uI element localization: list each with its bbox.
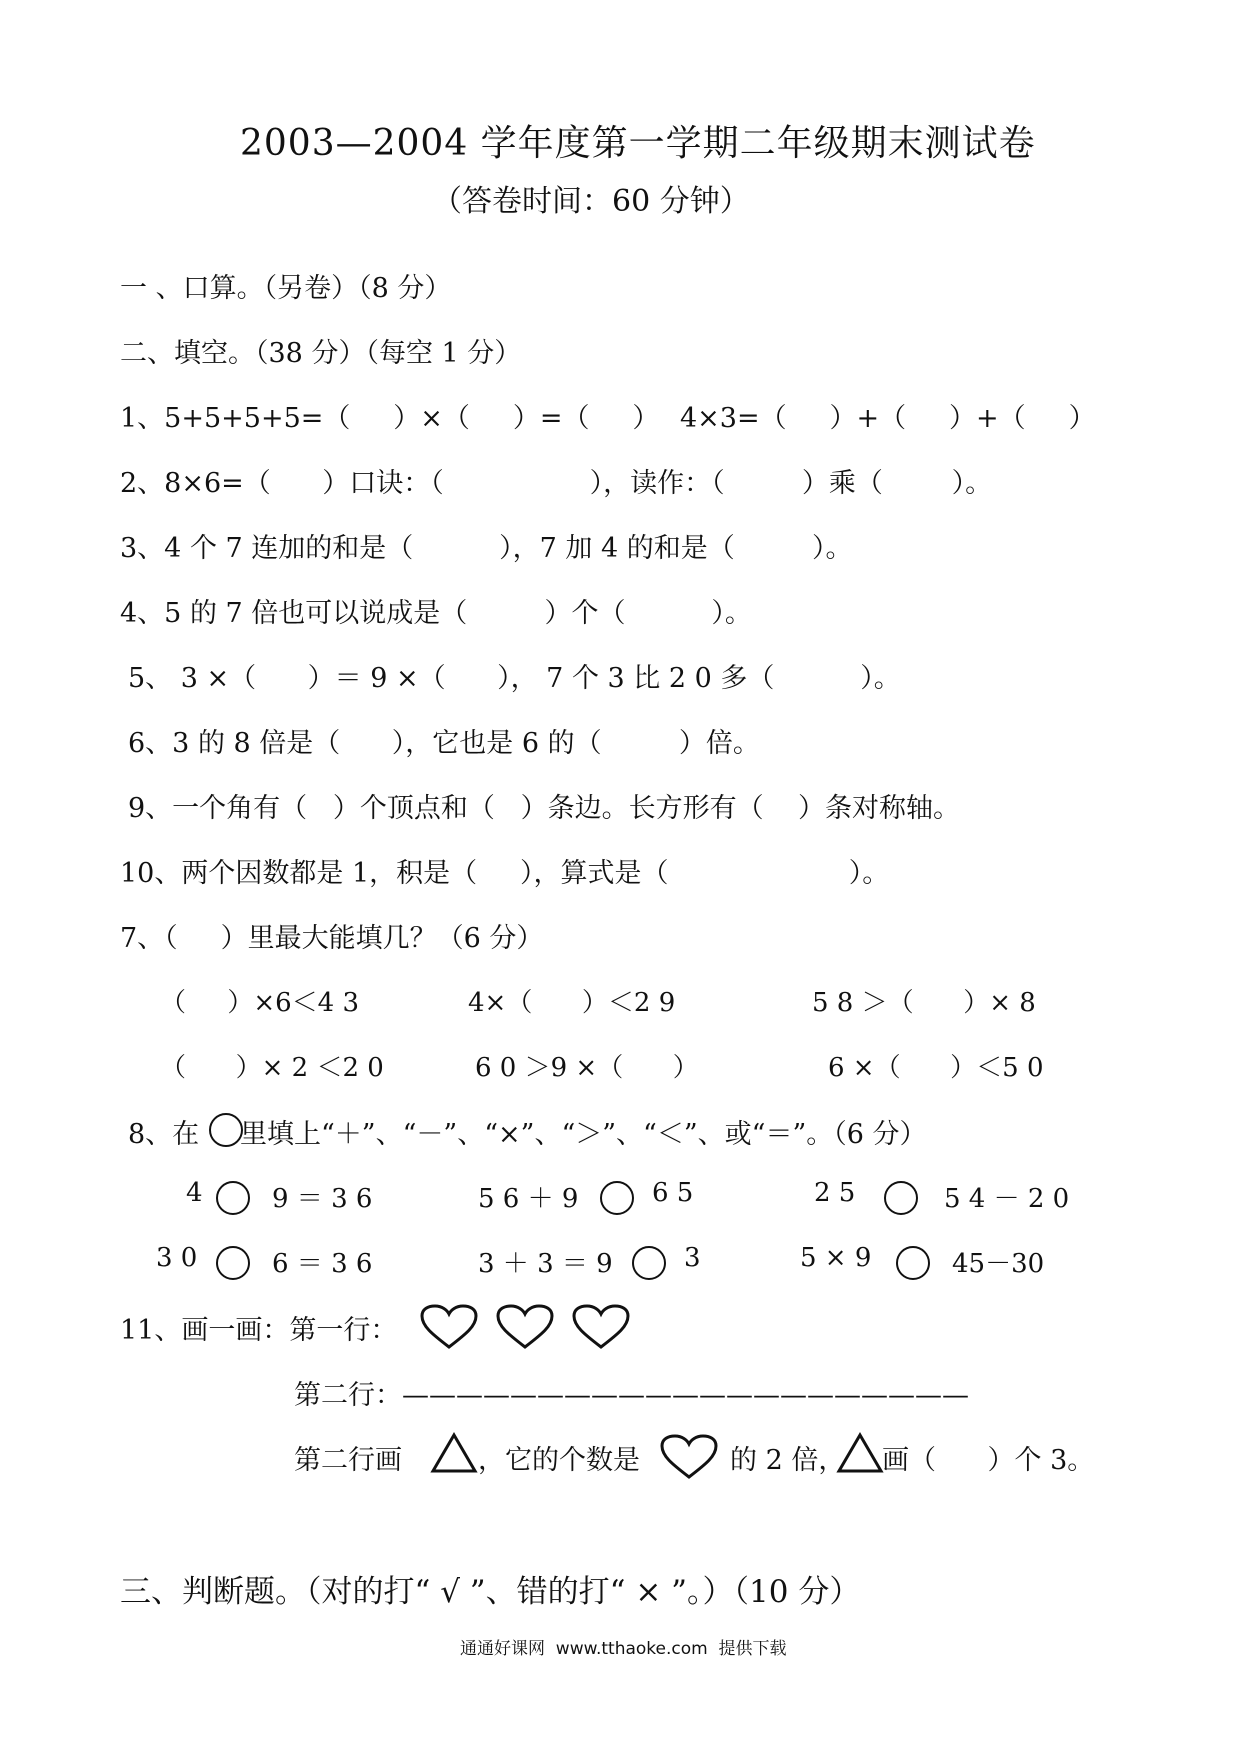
circle-icon [600, 1181, 634, 1215]
question-6: 6、3 的 8 倍是（ ），它也是 6 的（ ）倍。 [128, 728, 760, 759]
circle-icon [632, 1246, 666, 1280]
q7-row1-b: 4×（ ）＜2 9 [468, 988, 676, 1018]
compare-2-left: 5 6 ＋ 9 [478, 1184, 579, 1214]
compare-6-right: 45－30 [952, 1249, 1045, 1279]
compare-4-right: 6 ＝ 3 6 [272, 1249, 373, 1279]
triangle-icon [836, 1432, 884, 1474]
section-2-heading: 二、填空。（38 分）（每空 1 分） [120, 338, 522, 369]
question-3: 3、4 个 7 连加的和是（ ），7 加 4 的和是（ ）。 [120, 533, 853, 564]
question-11-row2: 第二行：————————————————————— [294, 1380, 969, 1411]
question-1a: 1、5+5+5+5=（ ）×（ ）=（ ） [120, 403, 660, 434]
question-8-pre: 8、在 [128, 1119, 200, 1150]
q7-row2-b: 6 0 ＞9 ×（ ） [475, 1053, 699, 1083]
question-8-post: 里填上“＋”、“－”、“×”、“＞”、“＜”、或“＝”。（6 分） [240, 1119, 927, 1150]
q7-row2-c: 6 ×（ ）＜5 0 [828, 1053, 1044, 1083]
question-9: 9、一个角有（ ）个顶点和（ ）条边。长方形有（ ）条对称轴。 [128, 793, 961, 824]
circle-icon [884, 1181, 918, 1215]
question-11-c-c: 的 2 倍， [730, 1445, 846, 1476]
circle-icon [896, 1246, 930, 1280]
page-subtitle: （答卷时间：60 分钟） [432, 184, 750, 219]
question-2: 2、8×6=（ ）口诀：（ ），读作：（ ）乘（ ）。 [120, 468, 993, 499]
question-5: 5、 3 ×（ ）＝ 9 ×（ ）， 7 个 3 比 2 0 多（ ）。 [128, 663, 901, 694]
heart-icon [420, 1304, 478, 1350]
question-7: 7、（ ）里最大能填几？（6 分） [120, 923, 544, 954]
compare-5-right: 3 [684, 1243, 701, 1273]
compare-1-right: 9 ＝ 3 6 [272, 1184, 373, 1214]
heart-icon [660, 1434, 718, 1480]
question-4: 4、5 的 7 倍也可以说成是（ ）个（ ）。 [120, 598, 752, 629]
circle-icon [216, 1181, 250, 1215]
compare-3-right: 5 4 － 2 0 [944, 1184, 1070, 1214]
question-11-c-d: 画（ ）个 3。 [882, 1445, 1095, 1476]
question-10: 10、两个因数都是 1，积是（ ），算式是（ ）。 [120, 858, 890, 889]
circle-icon [209, 1113, 243, 1147]
section-1-heading: 一 、口算。（另卷）（8 分） [120, 273, 452, 304]
circle-icon [216, 1246, 250, 1280]
question-11: 11、画一画：第一行： [120, 1315, 398, 1346]
q7-row1-a: （ ）×6＜4 3 [160, 988, 359, 1018]
q7-row2-a: （ ）× 2 ＜2 0 [160, 1053, 384, 1083]
heart-icon [496, 1304, 554, 1350]
question-11-c-a: 第二行画 [294, 1445, 402, 1476]
compare-6-left: 5 × 9 [800, 1243, 872, 1273]
triangle-icon [430, 1432, 478, 1474]
compare-1-left: 4 [186, 1178, 203, 1208]
compare-2-right: 6 5 [652, 1178, 694, 1208]
q7-row1-c: 5 8 ＞（ ）× 8 [812, 988, 1036, 1018]
section-3-heading: 三、判断题。（对的打“ √ ”、错的打“ × ”。）（10 分） [120, 1574, 861, 1610]
footer-text: 通通好课网 www.tthaoke.com 提供下载 [460, 1639, 787, 1659]
page-title: 2003—2004 学年度第一学期二年级期末测试卷 [240, 123, 1036, 164]
question-11-c-b: ，它的个数是 [478, 1445, 640, 1476]
heart-icon [572, 1304, 630, 1350]
compare-5-left: 3 ＋ 3 ＝ 9 [478, 1249, 613, 1279]
compare-4-left: 3 0 [156, 1243, 198, 1273]
question-1b: 4×3=（ ）+（ ）+（ ） [680, 403, 1096, 434]
compare-3-left: 2 5 [814, 1178, 856, 1208]
